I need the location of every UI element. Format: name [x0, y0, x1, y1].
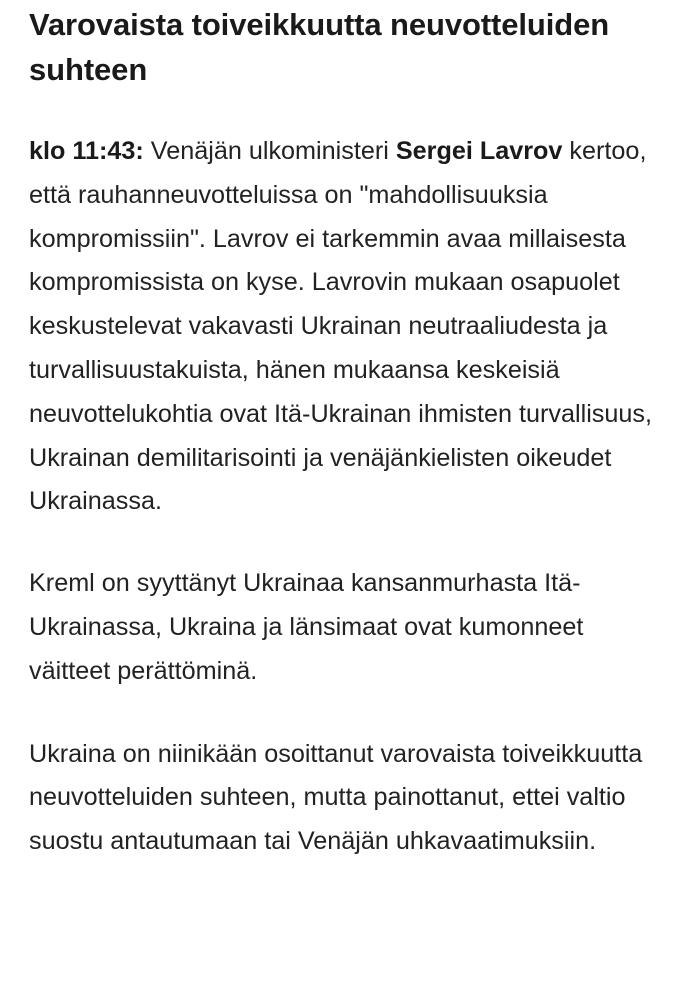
- article-paragraph-3: Ukraina on niinikään osoittanut varovaista toiveikkuutta neuvotteluiden suhteen, mutta painottanut, ettei valtio suostu antautumaan tai Venäjän uhkavaatimuksiin.: [29, 739, 643, 856]
- person-name: Sergei Lavrov: [395, 137, 563, 165]
- article-paragraph-2: Kreml on syyttänyt Ukrainaa kansanmurhasta Itä-Ukrainassa, Ukraina ja länsimaat ovat kumonneet väitteet perättöminä.: [29, 569, 584, 685]
- article-headline: Varovaista toiveikkuutta neuvotteluiden suhteen: [29, 7, 610, 87]
- paragraph-1-text-b: kertoo, että rauhanneuvotteluissa on "mahdollisuuksia kompromissiin". Lavrov ei tarkemmin avaa millaisesta kompromissista on kyse. Lavrovin mukaan osapuolet keskustelevat vakavasti Ukrainan neutraaliudesta ja turvallisuustakuista, hänen mukaansa keskeisiä neuvottelukohtia ovat Itä-Ukrainan ihmisten turvallisuus, Ukrainan demilitarisointi ja venäjänkielisten oikeudet Ukrainassa.: [29, 137, 653, 516]
- article-paragraph-1: [29, 130, 669, 524]
- news-article: [29, 0, 669, 864]
- paragraph-1-text-a: Venäjän ulkoministeri: [143, 137, 396, 165]
- timestamp-label: klo 11:43:: [29, 137, 144, 165]
